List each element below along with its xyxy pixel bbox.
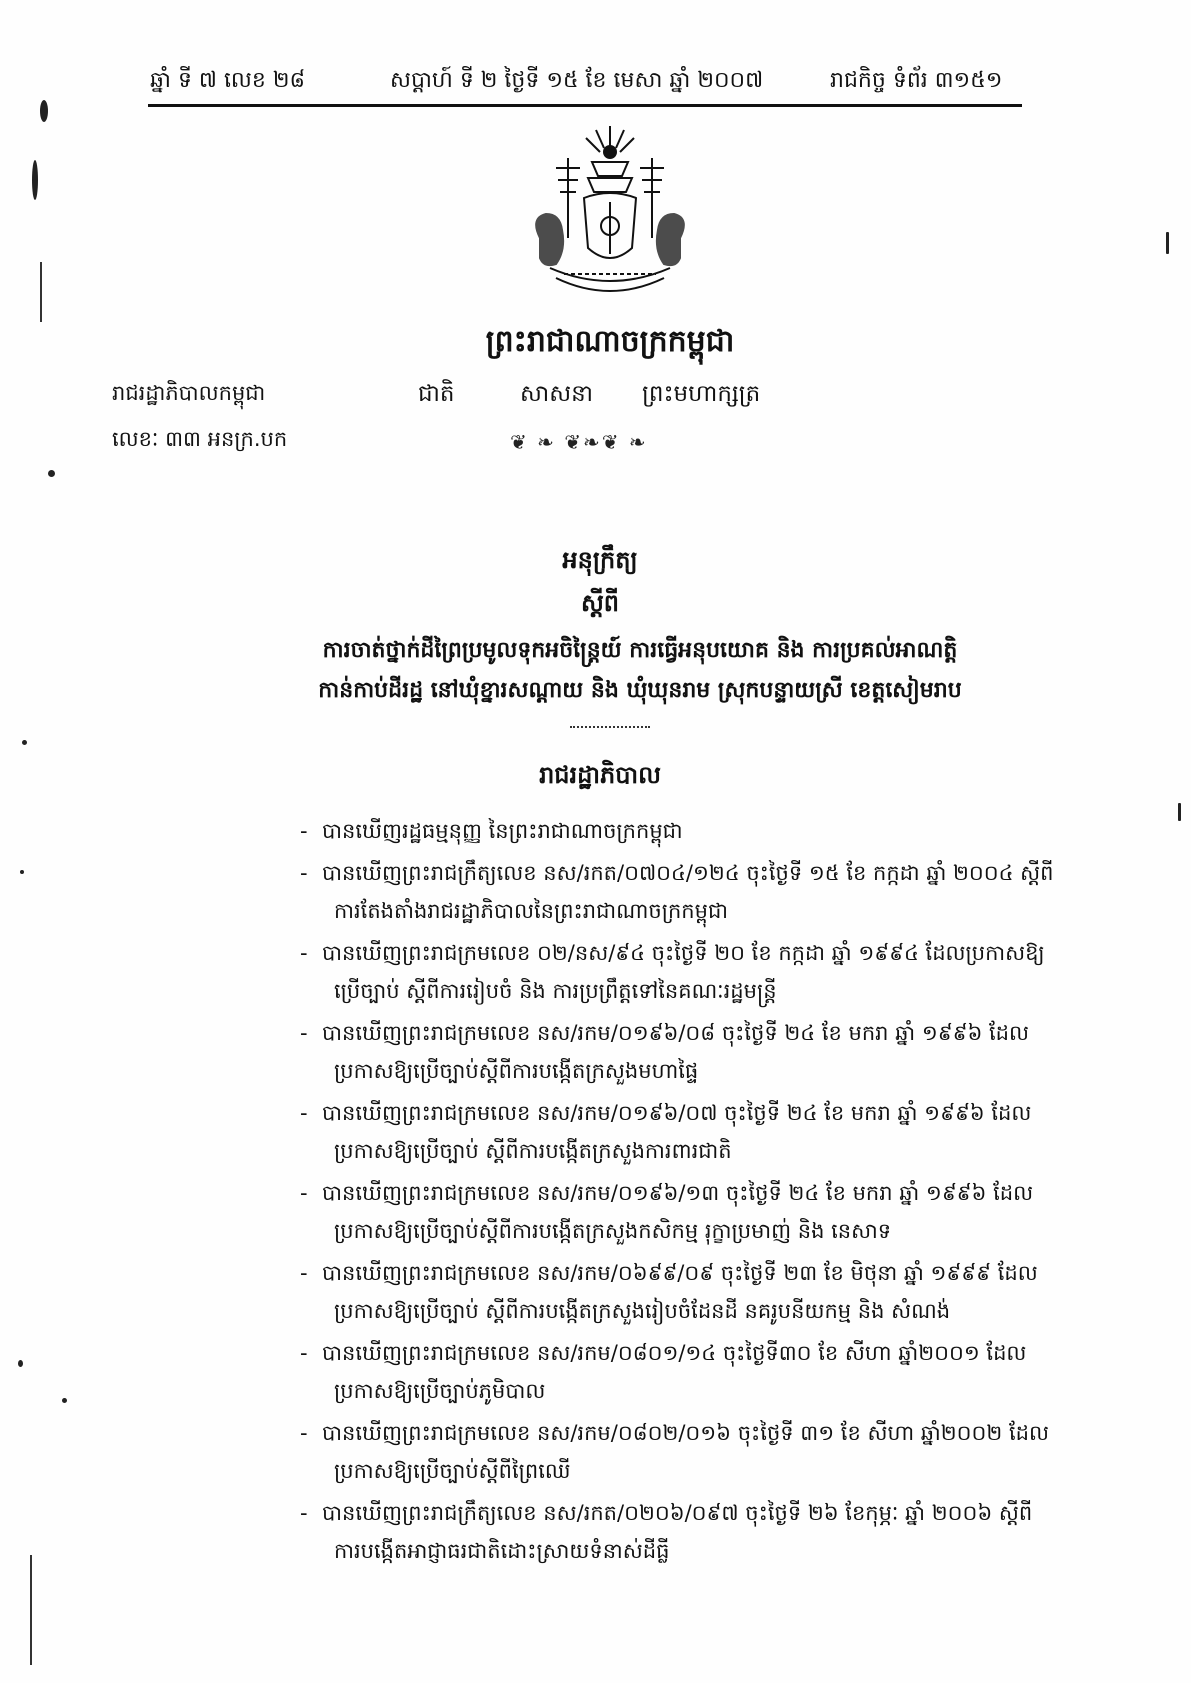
ornament-divider: ❦ ❧ ❦❧❦ ❧: [510, 430, 648, 454]
preamble-clause: [300, 1014, 1080, 1090]
clause-line-1: បានឃើញព្រះរាជក្រឹត្យលេខ នស/រកត/០៧០៤/១២៤ ចុះថ្ងៃទី ១៥ ខែ កក្កដា ឆ្នាំ ២០០៤ ស្តីពី: [322, 861, 1054, 885]
clause-line-2: ប្រើច្បាប់ ស្តីពីការរៀបចំ និង ការប្រព្រឹត្តទៅនៃគណៈរដ្ឋមន្ត្រី: [334, 979, 777, 1003]
body-heading: រាជរដ្ឋាភិបាល: [539, 761, 661, 789]
scan-speck: [32, 160, 38, 200]
clause-dash: -: [300, 1101, 308, 1125]
clause-dash: -: [300, 819, 308, 843]
preamble-clause: [300, 1254, 1080, 1330]
clause-line-1: បានឃើញព្រះរាជក្រមលេខ នស/រកម/០១៩៦/០៧ ចុះថ្ងៃទី ២៤ ខែ មករា ឆ្នាំ ១៩៩៦ ដែល: [322, 1101, 1032, 1125]
scan-speck: [1166, 232, 1169, 254]
clause-line-1: បានឃើញព្រះរាជក្រមលេខ នស/រកម/០៨០១/១៤ ចុះថ្ងៃទី៣០ ខែ សីហា ឆ្នាំ២០០១ ដែល: [322, 1341, 1027, 1365]
motto-nation: ជាតិ: [418, 381, 455, 407]
subject-line-2: កាន់កាប់ដីរដ្ឋ នៅឃុំខ្នារសណ្តាយ និង ឃុំឃុនរាម ស្រុកបន្ទាយស្រី ខេត្តសៀមរាប: [318, 678, 962, 703]
clause-line-2: ប្រកាសឱ្យប្រើច្បាប់ស្តីពីការបង្កើតក្រសួងមហាផ្ទៃ: [334, 1059, 699, 1083]
clause-line-1: បានឃើញព្រះរាជក្រមលេខ នស/រកម/០៦៩៩/០៩ ចុះថ្ងៃទី ២៣ ខែ មិថុនា ឆ្នាំ ១៩៩៩ ដែល: [322, 1261, 1038, 1285]
clause-line-1: បានឃើញព្រះរាជក្រមលេខ នស/រកម/០១៩៦/០៨ ចុះថ្ងៃទី ២៤ ខែ មករា ឆ្នាំ ១៩៩៦ ដែល: [322, 1021, 1029, 1045]
preamble-clause: [300, 1174, 1080, 1250]
scan-speck: [48, 470, 55, 477]
clause-line-1: បានឃើញព្រះរាជក្រមលេខ ០២/នស/៩៤ ចុះថ្ងៃទី ២០ ខែ កក្កដា ឆ្នាំ ១៩៩៤ ដែលប្រកាសឱ្យ: [322, 941, 1045, 965]
kingdom-title: ព្រះរាជាណាចក្រកម្ពុជា: [485, 324, 735, 359]
motto-king: ព្រះមហាក្សត្រ: [642, 381, 761, 407]
subject-line-1: ការចាត់ថ្នាក់ដីព្រៃប្រមូលទុកអចិន្ត្រៃយ៍ ការធ្វើអនុបយោគ និង ការប្រគល់អាណត្តិ: [322, 638, 958, 663]
clause-line-1: បានឃើញព្រះរាជក្រឹត្យលេខ នស/រកត/០២០៦/០៩៧ ចុះថ្ងៃទី ២៦ ខែកុម្ភៈ ឆ្នាំ ២០០៦ ស្តីពី: [322, 1501, 1033, 1525]
preamble-clause: [300, 1494, 1080, 1570]
gazette-header: [150, 66, 1020, 100]
scan-speck: [40, 100, 48, 122]
clause-line-1: បានឃើញរដ្ឋធម្មនុញ្ញ នៃព្រះរាជាណាចក្រកម្ពុជា: [322, 819, 683, 843]
motto-religion: សាសនា: [520, 381, 593, 407]
scan-speck: [18, 1360, 23, 1367]
clause-dash: -: [300, 941, 308, 965]
clause-dash: -: [300, 1341, 308, 1365]
issuer-text: រាជរដ្ឋាភិបាលកម្ពុជា: [112, 381, 266, 405]
clause-line-2: ប្រកាសឱ្យប្រើច្បាប់ ស្តីពីការបង្កើតក្រសួងការពារជាតិ: [334, 1139, 732, 1163]
title-underline: [570, 726, 650, 728]
gazette-page-text: រាជកិច្ច ទំព័រ ៣១៥១: [830, 68, 1003, 93]
week-date-text: សប្តាហ៍ ទី ២ ថ្ងៃទី ១៥ ខែ មេសា ឆ្នាំ ២០០៧: [390, 68, 764, 93]
scan-speck: [20, 870, 24, 874]
clause-line-2: ប្រកាសឱ្យប្រើច្បាប់ភូមិបាល: [334, 1379, 546, 1403]
year-issue-text: ឆ្នាំ ទី ៧ លេខ ២៨: [150, 68, 306, 93]
clause-dash: -: [300, 1021, 308, 1045]
preamble-clause: [300, 1414, 1080, 1490]
clause-line-2: ការបង្កើតអាជ្ញាធរជាតិដោះស្រាយទំនាស់ដីធ្លី: [334, 1539, 670, 1563]
preamble-clause: [300, 934, 1080, 1010]
clause-line-1: បានឃើញព្រះរាជក្រមលេខ នស/រកម/០៨០២/០១៦ ចុះថ្ងៃទី ៣១ ខែ សីហា ឆ្នាំ២០០២ ដែល: [322, 1421, 1049, 1445]
clause-dash: -: [300, 861, 308, 885]
preamble-clause: [300, 854, 1080, 930]
scan-edge-line: [30, 1555, 32, 1665]
concerning-label: ស្តីពី: [580, 589, 620, 617]
clause-dash: -: [300, 1181, 308, 1205]
scan-edge-line: [40, 262, 42, 322]
scan-speck: [22, 740, 27, 745]
clause-line-1: បានឃើញព្រះរាជក្រមលេខ នស/រកម/០១៩៦/១៣ ចុះថ្ងៃទី ២៤ ខែ មករា ឆ្នាំ ១៩៩៦ ដែល: [322, 1181, 1034, 1205]
scan-speck: [62, 1398, 67, 1403]
clause-line-2: ប្រកាសឱ្យប្រើច្បាប់ ស្តីពីការបង្កើតក្រសួងរៀបចំដែនដី នគរូបនីយកម្ម និង សំណង់: [334, 1299, 951, 1323]
clause-dash: -: [300, 1501, 308, 1525]
preamble-clauses: [300, 812, 1080, 1574]
royal-emblem-icon: [510, 118, 710, 308]
scan-speck: [1178, 803, 1181, 821]
document-number: លេខៈ ៣៣ អនក្រ.បក: [112, 427, 288, 451]
clause-line-2: ប្រកាសឱ្យប្រើច្បាប់ស្តីពីព្រៃឈើ: [334, 1459, 571, 1483]
preamble-clause: [300, 1094, 1080, 1170]
preamble-clause: [300, 1334, 1080, 1410]
clause-dash: -: [300, 1261, 308, 1285]
clause-line-2: ប្រកាសឱ្យប្រើច្បាប់ស្តីពីការបង្កើតក្រសួងកសិកម្ម រុក្ខាប្រមាញ់ និង នេសាទ: [334, 1219, 892, 1243]
clause-dash: -: [300, 1421, 308, 1445]
header-rule: [148, 104, 1022, 107]
document-type: អនុក្រឹត្យ: [562, 546, 638, 574]
preamble-clause: [300, 812, 1080, 850]
clause-line-2: ការតែងតាំងរាជរដ្ឋាភិបាលនៃព្រះរាជាណាចក្រកម្ពុជា: [334, 899, 728, 923]
